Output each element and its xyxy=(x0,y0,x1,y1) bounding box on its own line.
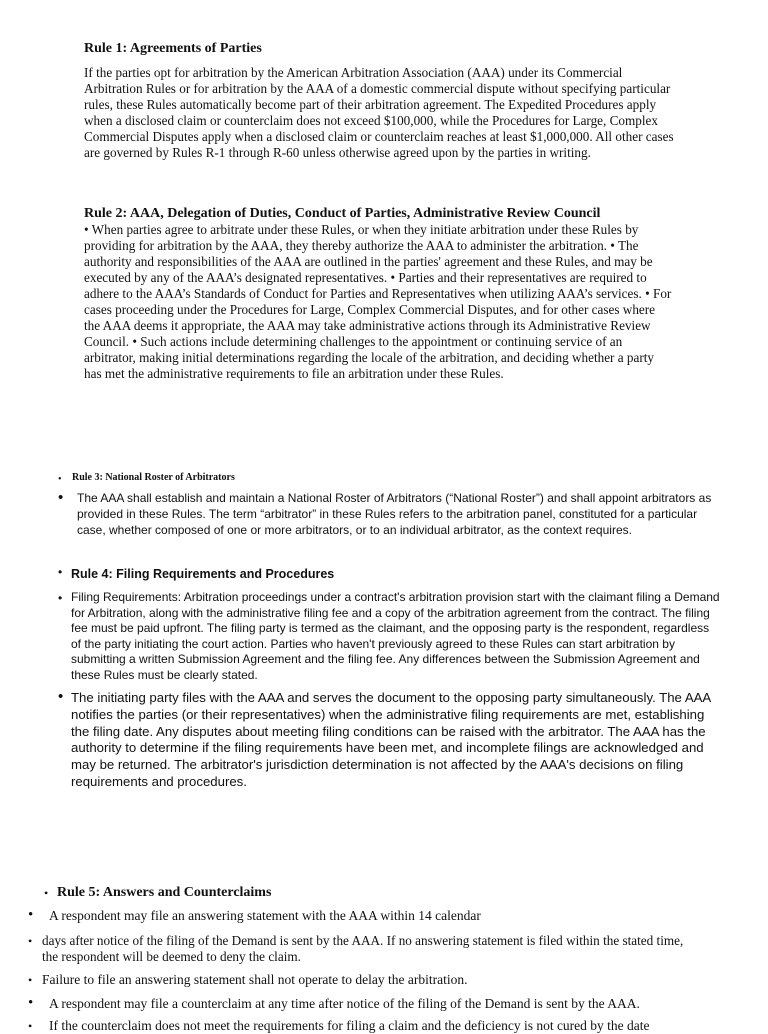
rule4-paragraph-2: The initiating party files with the AAA and serves the document to the opposing party simultaneously. The AAA notifies the parties (or their representatives) when the administrative filing requirements are met, establishing the filing date. Any disputes about meeting filing conditions can be raised with the arbitrator. The AAA has the authority to determine if the filing requirements have been met, and incomplete filings are acknowledged and may be returned. The arbitrator's jurisdiction determination is not affected by the AAA's decisions on filing requirements and procedures. xyxy=(71,690,711,789)
rule5-item-5: If the counterclaim does not meet the requirements for filing a claim and the deficiency is not cured by the date xyxy=(49,1018,650,1033)
bullet-icon: • xyxy=(58,688,64,705)
rule5-item-1: A respondent may file an answering statement with the AAA within 14 calendar xyxy=(49,908,481,923)
bullet-icon: • xyxy=(58,489,64,506)
bullet-icon: • xyxy=(58,474,62,485)
bullet-icon: • xyxy=(28,934,33,948)
rule4-paragraph-1: Filing Requirements: Arbitration proceedings under a contract's arbitration provision start with the claimant filing a Demand for Arbitration, along with the administrative filing fee and a copy of the arbitration agreement from the contract. The filing fee must be paid upfront. The filing party is termed as the claimant, and the opposing party is the respondent, regardless of the party initiating the court action. Parties who haven't previously agreed to these Rules can start arbitration by submitting a written Submission Agreement and the filing fee. Any differences between the Submission Agreement and these Rules must be clearly stated. xyxy=(71,590,720,682)
rule2-paragraph: • When parties agree to arbitrate under these Rules, or when they initiate arbitration under these Rules by providing for arbitration by the AAA, they thereby authorize the AAA to administer the arbitration. • The authority and responsibilities of the AAA are outlined in the parties' agreement and these Rules, and may be executed by any of the AAA’s designated representatives. • Parties and their representatives are required to adhere to the AAA’s Standards of Conduct for Parties and Representatives when utilizing AAA’s services. • For cases proceeding under the Procedures for Large, Complex Commercial Disputes, and for other cases where the AAA deems it appropriate, the AAA may take administrative actions through its Administrative Review Council. • Such actions include determining challenges to the appointment or continuing service of an arbitrator, making initial determinations regarding the locale of the arbitration, and deciding whether a party has met the administrative requirements to file an arbitration under these Rules. xyxy=(84,222,672,381)
bullet-icon: • xyxy=(44,886,49,900)
bullet-icon: • xyxy=(28,907,34,923)
rule1-heading: Rule 1: Agreements of Parties xyxy=(84,41,262,56)
rule5-heading: Rule 5: Answers and Counterclaims xyxy=(57,885,272,900)
bullet-icon: • xyxy=(28,1019,33,1033)
rule3-heading: Rule 3: National Roster of Arbitrators xyxy=(72,472,235,483)
rule2-heading: Rule 2: AAA, Delegation of Duties, Conduct of Parties, Administrative Review Council xyxy=(84,206,601,221)
rule3-paragraph: The AAA shall establish and maintain a National Roster of Arbitrators (“National Roster”) and shall appoint arbitrators as provided in these Rules. The term “arbitrator” in these Rules refers to the arbitration panel, constituted for a particular case, whether composed of one or more arbitrators, or to an individual arbitrator, as the context requires. xyxy=(77,491,712,537)
rule5-item-2: days after notice of the filing of the Demand is sent by the AAA. If no answering statement is filed within the stated time, the respondent will be deemed to deny the claim. xyxy=(42,933,684,964)
rule5-item-4: A respondent may file a counterclaim at any time after notice of the filing of the Demand is sent by the AAA. xyxy=(49,996,640,1011)
bullet-icon: • xyxy=(58,565,63,579)
bullet-icon: • xyxy=(58,591,63,605)
bullet-icon: • xyxy=(28,973,33,987)
rule4-heading: Rule 4: Filing Requirements and Procedures xyxy=(71,567,335,581)
bullet-icon: • xyxy=(28,995,34,1011)
rule1-paragraph: If the parties opt for arbitration by the American Arbitration Association (AAA) under its Commercial Arbitration Rules or for arbitration by the AAA of a domestic commercial dispute without specifying particular rules, these Rules automatically become part of their arbitration agreement. The Expedited Procedures apply when a disclosed claim or counterclaim does not exceed $100,000, while the Procedures for Large, Complex Commercial Disputes apply when a disclosed claim or counterclaim reaches at least $1,000,000. All other cases are governed by Rules R-1 through R-60 unless otherwise agreed upon by the parties in writing. xyxy=(84,65,674,160)
rule5-item-3: Failure to file an answering statement shall not operate to delay the arbitration. xyxy=(42,972,468,987)
